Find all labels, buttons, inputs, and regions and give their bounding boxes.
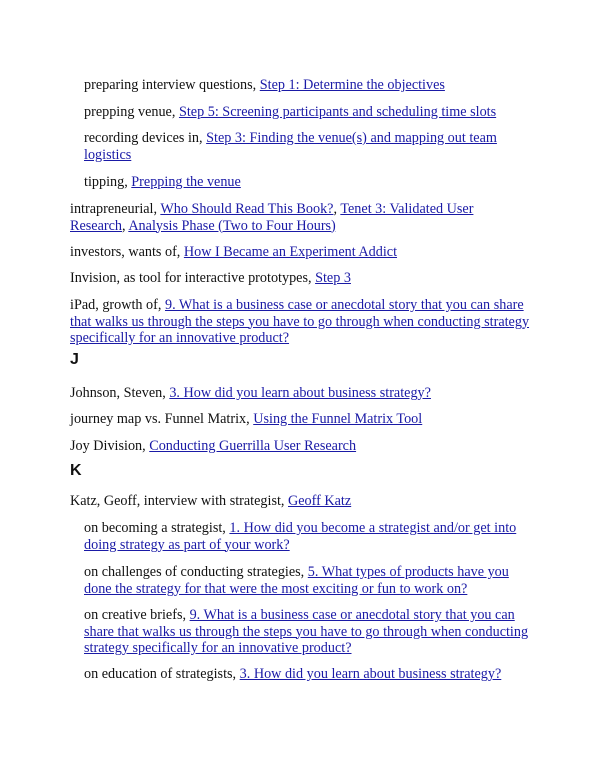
index-entry-education — [84, 666, 530, 683]
entry-link[interactable]: 5. What types of products have you done the strategy for that were the most exciting or fun to work on? — [84, 564, 509, 597]
entry-link[interactable]: Step 3 — [315, 270, 351, 286]
entry-label: recording devices in, — [84, 130, 207, 146]
index-entry-johnson-steven — [70, 385, 530, 402]
entry-label: Invision, as tool for interactive prototypes, — [70, 270, 316, 286]
entry-label: journey map vs. Funnel Matrix, — [70, 411, 254, 427]
entry-label: on becoming a strategist, — [84, 520, 230, 536]
entry-label: Johnson, Steven, — [70, 385, 170, 401]
entry-link[interactable]: 9. What is a business case or anecdotal story that you can share that walks us through the steps you have to go through when conducting strategy specifically for an innovative product? — [70, 297, 530, 346]
index-entry-investors — [70, 244, 530, 261]
entry-link[interactable]: Step 3: Finding the venue(s) and mapping out team logistics — [84, 130, 497, 163]
entry-link[interactable]: Using the Funnel Matrix Tool — [253, 411, 423, 427]
entry-label: intrapreneurial, — [70, 201, 161, 217]
entry-label: preparing interview questions, — [84, 77, 260, 93]
entry-label: on creative briefs, — [84, 607, 190, 623]
index-entry-journey-map — [70, 411, 530, 428]
entry-link[interactable]: 9. What is a business case or anecdotal story that you can share that walks us through the steps you have to go through when conducting strategy specifically for an innovative product? — [84, 607, 529, 656]
entry-link[interactable]: Conducting Guerrilla User Research — [149, 438, 357, 454]
separator: , — [333, 201, 341, 217]
entry-link[interactable]: Who Should Read This Book? — [160, 201, 334, 217]
entry-label: on challenges of conducting strategies, — [84, 564, 308, 580]
entry-label: investors, wants of, — [70, 244, 184, 260]
index-entry-intrapreneurial — [70, 201, 530, 234]
section-heading-j: J — [70, 351, 79, 368]
entry-label: on education of strategists, — [84, 666, 240, 682]
entry-link[interactable]: Step 5: Screening participants and scheduling time slots — [178, 104, 497, 120]
entry-label: tipping, — [84, 174, 132, 190]
index-entry-recording-devices — [84, 130, 530, 163]
entry-link[interactable]: Analysis Phase (Two to Four Hours) — [128, 217, 336, 234]
entry-link[interactable]: Geoff Katz — [288, 493, 352, 509]
entry-label: Katz, Geoff, interview with strategist, — [70, 493, 289, 509]
entry-link[interactable]: How I Became an Experiment Addict — [183, 244, 398, 260]
entry-link[interactable]: Step 1: Determine the objectives — [259, 77, 445, 93]
entry-label: prepping venue, — [84, 104, 179, 120]
index-entry-invision — [70, 270, 530, 287]
index-entry-ipad — [70, 297, 530, 347]
entry-label: iPad, growth of, — [70, 297, 165, 313]
entry-link[interactable]: Prepping the venue — [131, 174, 241, 190]
index-entry-creative-briefs — [84, 607, 530, 657]
entry-link[interactable]: 3. How did you learn about business strategy? — [169, 385, 431, 401]
index-entry-tipping — [84, 174, 530, 191]
section-heading-k: K — [70, 462, 82, 479]
entry-label: Joy Division, — [70, 438, 150, 454]
separator: , — [122, 217, 129, 234]
entry-link[interactable]: 3. How did you learn about business strategy? — [239, 666, 502, 682]
index-entry-katz-geoff — [70, 493, 530, 510]
index-entry-preparing-interview-questions — [84, 77, 530, 94]
index-entry-challenges — [84, 564, 530, 597]
entry-link[interactable]: 1. How did you become a strategist and/or get into doing strategy as part of your work? — [84, 520, 517, 553]
index-entry-prepping-venue — [84, 104, 530, 121]
index-entry-becoming-strategist — [84, 520, 530, 553]
entry-link[interactable]: Tenet 3: Validated User Research — [70, 201, 474, 234]
index-entry-joy-division — [70, 438, 530, 455]
